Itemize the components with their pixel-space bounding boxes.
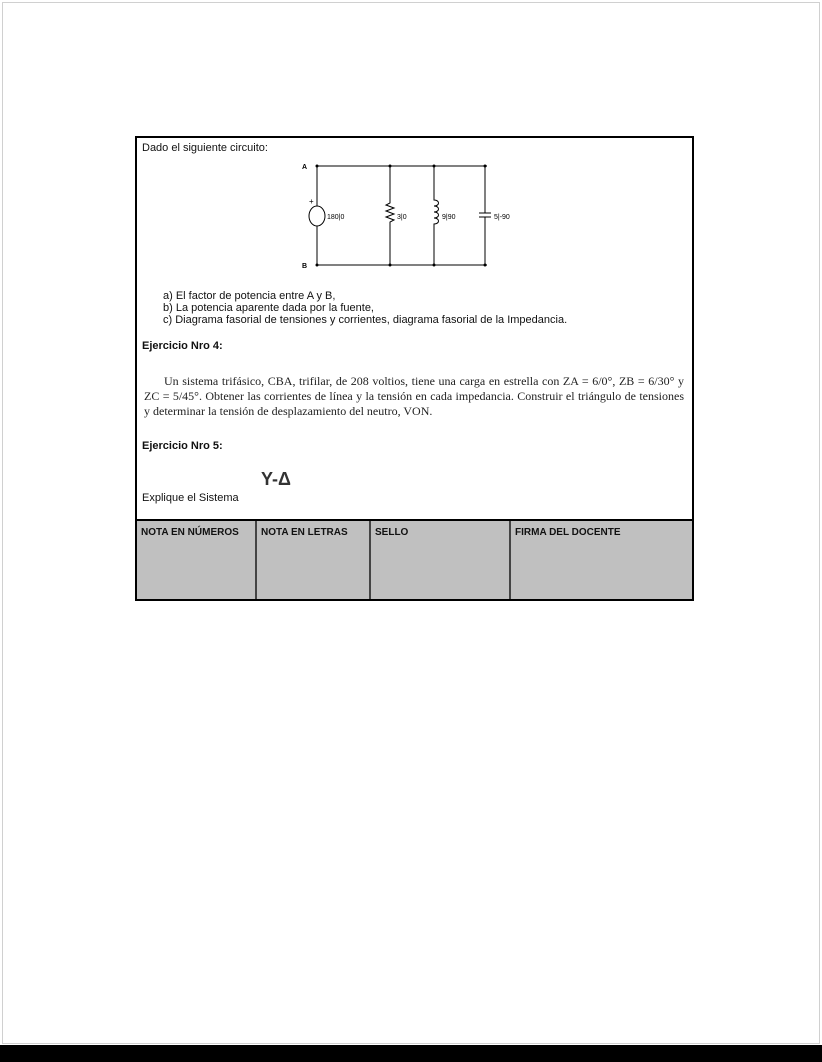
- question-b: b) La potencia aparente dada por la fuente,: [163, 302, 374, 314]
- exercise-4-title: Ejercicio Nro 4:: [142, 340, 223, 352]
- question-c: c) Diagrama fasorial de tensiones y corrientes, diagrama fasorial de la Impedancia.: [163, 314, 568, 326]
- node-a-label: A: [302, 164, 308, 171]
- grade-cell-seal: SELLO: [371, 521, 511, 599]
- question-a: a) El factor de potencia entre A y B,: [163, 290, 336, 302]
- circuit-diagram: [297, 158, 537, 273]
- intro-text: Dado el siguiente circuito:: [142, 142, 268, 154]
- source-value: 180|0: [327, 214, 345, 221]
- exercise-4-text: Un sistema trifásico, CBA, trifilar, de 208 voltios, tiene una carga en estrella con ZA = 6/0°, ZB = 6/30° y ZC = 5/45°. Obtener las corrientes de línea y la tensión en cada impedancia. Construir el triángulo de tensiones y determinar la tensión de desplazamiento del neutro, VON.: [144, 374, 684, 418]
- node-b-label: B: [302, 263, 308, 270]
- grade-cell-letters: NOTA EN LETRAS: [257, 521, 371, 599]
- capacitor-value: 5|-90: [494, 214, 510, 221]
- svg-text:+: +: [309, 197, 314, 206]
- inductor-value: 9|90: [442, 214, 456, 221]
- bottom-bar: [0, 1045, 822, 1062]
- y-delta-symbol: Y-Δ: [261, 469, 291, 489]
- resistor-value: 3|0: [397, 214, 407, 221]
- exercise-5-text: Explique el Sistema: [142, 492, 239, 504]
- exercise-5-title: Ejercicio Nro 5:: [142, 440, 223, 452]
- grade-table: [135, 519, 694, 601]
- exercise-box: [135, 136, 694, 522]
- grade-cell-signature: FIRMA DEL DOCENTE: [515, 527, 621, 538]
- grade-cell-numbers: NOTA EN NÚMEROS: [137, 521, 257, 599]
